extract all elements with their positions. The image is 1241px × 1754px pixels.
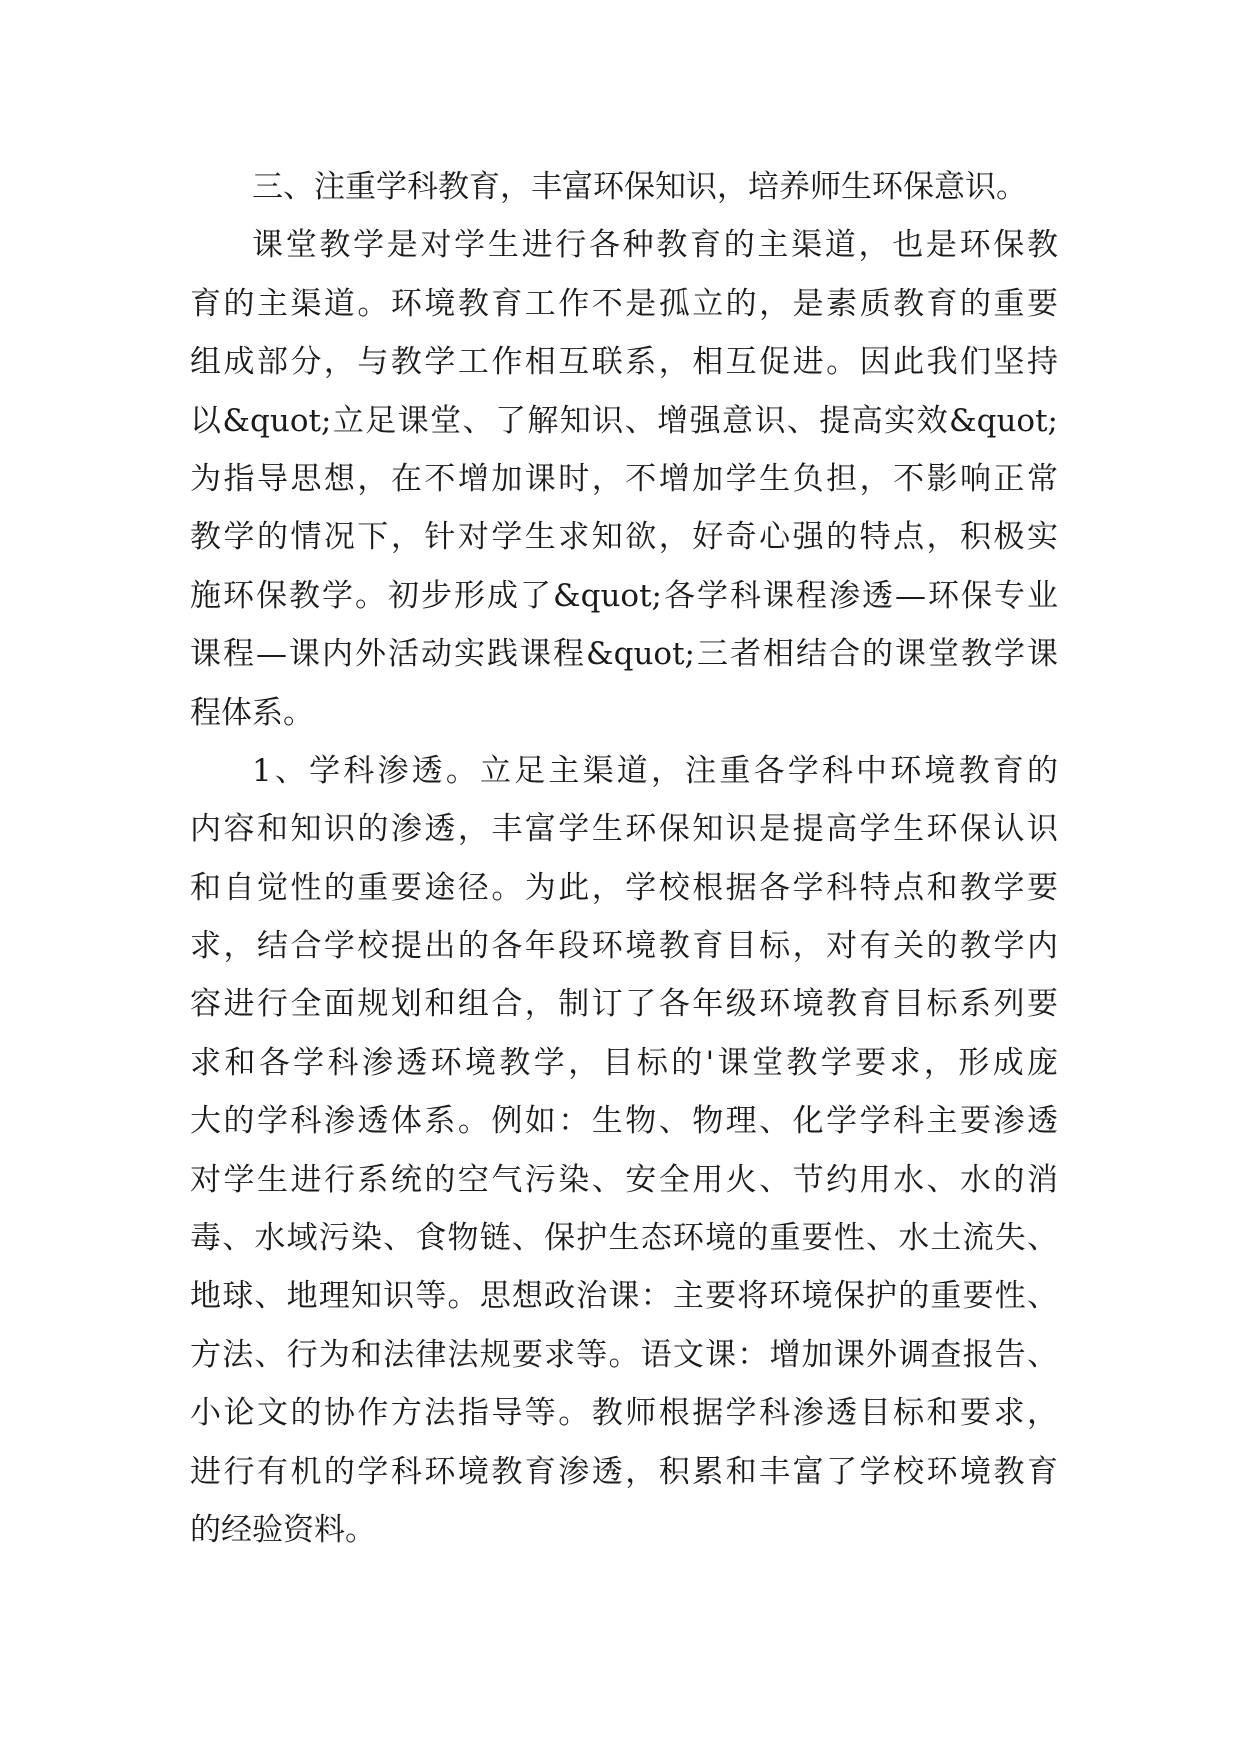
text-line: 容进行全面规划和组合，制订了各年级环境教育目标系列要	[190, 986, 1058, 1023]
text-line: 1、学科渗透。立足主渠道，注重各学科中环境教育的	[252, 752, 1058, 789]
document-body	[190, 158, 1058, 1559]
text-line: 和自觉性的重要途径。为此，学校根据各学科特点和教学要	[190, 869, 1058, 906]
text-line: 组成部分，与教学工作相互联系，相互促进。因此我们坚持	[190, 344, 1058, 381]
paragraph-subject-infiltration	[190, 742, 1058, 1559]
text-line: 大的学科渗透体系。例如：生物、物理、化学学科主要渗透	[190, 1103, 1058, 1140]
text-line: 施环保教学。初步形成了&quot;各学科课程渗透—环保专业	[190, 577, 1058, 614]
text-line: 方法、行为和法律法规要求等。语文课：增加课外调查报告、	[190, 1336, 1058, 1373]
text-line: 求，结合学校提出的各年段环境教育目标，对有关的教学内	[190, 928, 1058, 965]
section-heading: 三、注重学科教育，丰富环保知识，培养师生环保意识。	[252, 169, 1027, 205]
text-line: 以&quot;立足课堂、了解知识、增强意识、提高实效&quot;	[190, 402, 1058, 439]
text-line: 课堂教学是对学生进行各种教育的主渠道，也是环保教	[252, 227, 1058, 264]
text-line: 为指导思想，在不增加课时，不增加学生负担，不影响正常	[190, 460, 1058, 497]
text-line: 地球、地理知识等。思想政治课：主要将环境保护的重要性、	[190, 1278, 1058, 1315]
paragraph-classroom-teaching	[190, 216, 1058, 742]
text-line: 课程—课内外活动实践课程&quot;三者相结合的课堂教学课	[190, 636, 1058, 673]
text-line: 教学的情况下，针对学生求知欲，好奇心强的特点，积极实	[190, 519, 1058, 556]
text-line: 求和各学科渗透环境教学，目标的'课堂教学要求，形成庞	[190, 1044, 1058, 1081]
text-line: 小论文的协作方法指导等。教师根据学科渗透目标和要求，	[190, 1395, 1058, 1432]
text-line: 的经验资料。	[190, 1511, 376, 1548]
text-line: 毒、水域污染、食物链、保护生态环境的重要性、水土流失、	[190, 1220, 1058, 1257]
text-line: 育的主渠道。环境教育工作不是孤立的，是素质教育的重要	[190, 285, 1058, 322]
text-line: 进行有机的学科环境教育渗透，积累和丰富了学校环境教育	[190, 1453, 1058, 1490]
text-line: 程体系。	[190, 694, 314, 731]
text-line: 内容和知识的渗透，丰富学生环保知识是提高学生环保认识	[190, 811, 1058, 848]
text-line: 对学生进行系统的空气污染、安全用火、节约用水、水的消	[190, 1161, 1058, 1198]
